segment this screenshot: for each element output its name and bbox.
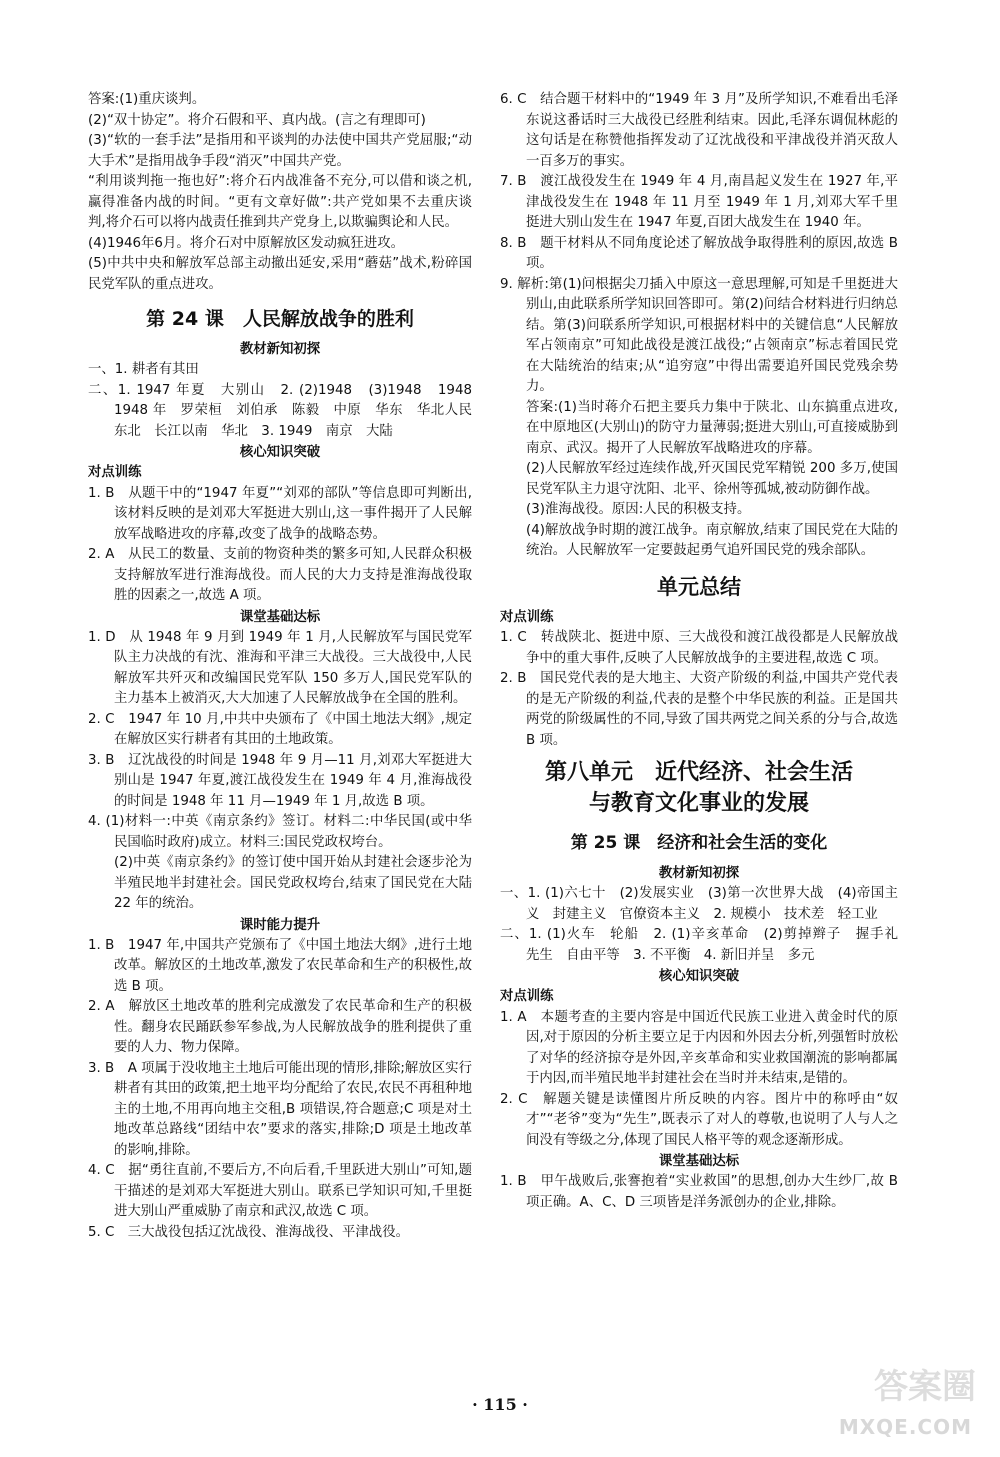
right-column bbox=[500, 90, 912, 1213]
answer-item: (3)淮海战役。原因:人民的积极支持。 bbox=[526, 502, 751, 517]
answer-item: 1. B 从题干中的“1947 年夏”“刘邓的部队”等信息即可判断出,该材料反映的是刘邓大军挺进大别山,这一事件揭开了人民解放军战略进攻的序幕,改变了战争的战略态势。 bbox=[88, 485, 472, 542]
answer-line: (2)“双十协定”。将介石假和平、真内战。(言之有理即可) bbox=[88, 112, 426, 128]
watermark-site: MXQE.COM bbox=[838, 1415, 972, 1439]
answer-item: (4)解放战争时期的渡江战争。南京解放,结束了国民党在大陆的统治。人民解放军一定要鼓起勇气追歼国民党的残余部队。 bbox=[526, 522, 898, 558]
unit-8-title-line2: 与教育文化事业的发展 bbox=[588, 791, 809, 816]
answer-item: 8. B 题干材料从不同角度论述了解放战争取得胜利的原因,故选 B 项。 bbox=[500, 235, 898, 271]
answer-item: 9. 解析:第(1)问根据尖刀插入中原这一意思理解,可知是千里挺进大别山,由此联系所学知识回答即可。第(2)问结合材料进行归纳总结。第(3)问联系所学知识,可根据材料中的关键信息“人民解放军占领南京”可知此战役是渡江战役;“占领南京”标志着国民党在大陆统治的结束;从“追穷寇”中得出需要追歼国民党残余势力。 bbox=[500, 276, 898, 394]
answer-line: 二、1. 1947 年夏 大别山 2. (2)1948 (3)1948 1948 1948 年 罗荣桓 刘伯承 陈毅 中原 华东 华北人民 东北 长江以南 华北 3. 1949 南京 大陆 bbox=[88, 382, 486, 439]
subsection-heading: 对点训练 bbox=[500, 609, 554, 625]
answer-item: 1. B 1947 年,中国共产党颁布了《中国土地法大纲》,进行土地改革。解放区的土地改革,激发了农民革命和生产的积极性,故选 B 项。 bbox=[88, 937, 472, 994]
answer-item: 2. A 解放区土地改革的胜利完成激发了农民革命和生产的积极性。翻身农民踊跃参军参战,为人民解放战争的胜利提供了重要的人力、物力保障。 bbox=[88, 999, 472, 1055]
answer-item: (2)人民解放军经过连续作战,歼灭国民党军精锐 200 多万,使国民党军队主力退守沈阳、北平、徐州等孤城,被动防御作战。 bbox=[526, 461, 898, 497]
unit-8-title-line1: 第八单元 近代经济、社会生活 bbox=[544, 760, 853, 785]
page-number: · 115 · bbox=[472, 1395, 528, 1414]
answer-item: 2. C 解题关键是读懂图片所反映的内容。图片中的称呼由“奴才”“老爷”变为“先生”,既表示了对人的尊敬,也说明了人与人之间没有等级之分,体现了国民人格平等的观念逐渐形成。 bbox=[500, 1091, 898, 1148]
answer-item: 4. C 据“勇往直前,不要后方,不向后看,千里跃进大别山”可知,题干描述的是刘邓大军挺进大别山。联系已学知识可知,千里挺进大别山严重威胁了南京和武汉,故选 C 项。 bbox=[88, 1163, 472, 1219]
section-heading: 核心知识突破 bbox=[239, 445, 321, 460]
answer-item: 2. A 从民工的数量、支前的物资种类的繁多可知,人民群众积极支持解放军进行淮海战役。而人民的大力支持是淮海战役取胜的因素之一,故选 A 项。 bbox=[88, 547, 472, 603]
answer-line: 一、1. 耕者有其田 bbox=[88, 362, 199, 377]
subsection-heading: 对点训练 bbox=[88, 465, 142, 480]
answer-item: 1. D 从 1948 年 9 月到 1949 年 1 月,人民解放军与国民党军队主力决战的有沈、淮海和平津三大战役。三大战役中,人民解放军共歼灭和改编国民党军队 150 多万人,国民党军队的主力基本上被消灭,大大加速了人民解放战争在全国的胜利。 bbox=[88, 629, 472, 706]
section-heading: 教材新知初探 bbox=[239, 342, 321, 357]
answer-item: 1. B 甲午战败后,张謇抱着“实业救国”的思想,创办大生纱厂,故 B 项正确。A、C、D 三项皆是洋务派创办的企业,排除。 bbox=[500, 1174, 898, 1210]
answer-item: 答案:(1)当时蒋介石把主要兵力集中于陕北、山东搞重点进攻,在中原地区(大别山)的防守力量薄弱;挺进大别山,可直接威胁到南京、武汉。揭开了人民解放军战略进攻的序幕。 bbox=[526, 399, 898, 456]
left-column bbox=[88, 90, 486, 1243]
answer-item: 2. C 1947 年 10 月,中共中央颁布了《中国土地法大纲》,规定在解放区实行耕者有其田的土地政策。 bbox=[88, 711, 472, 747]
answer-item: 4. (1)材料一:中英《南京条约》签订。材料二:中华民国(或中华民国临时政府)成立。材料三:国民党政权垮台。 bbox=[88, 814, 472, 850]
answer-item: 3. B 辽沈战役的时间是 1948 年 9 月—11 月,刘邓大军挺进大别山是 1947 年夏,渡江战役发生在 1949 年 4 月,淮海战役的时间是 1948 年 11 月—1949 年 1 月,故选 B 项。 bbox=[88, 752, 472, 809]
answer-line: 二、1. (1)火车 轮船 2. (1)辛亥革命 (2)剪掉辫子 握手礼 先生 自由平等 3. 不平衡 4. 新旧并呈 多元 bbox=[500, 927, 912, 963]
answer-line: 答案:(1)重庆谈判。 bbox=[88, 92, 206, 107]
watermark bbox=[800, 1359, 980, 1439]
section-heading: 教材新知初探 bbox=[658, 866, 740, 881]
answer-item: 7. B 渡江战役发生在 1949 年 4 月,南昌起义发生在 1927 年,平津战役发生在 1948 年 11 月至 1949 年 1 月,刘邓大军千里挺进大别山发生在 1947 年夏,百团大战发生在 1940 年。 bbox=[500, 174, 898, 230]
lesson-25-title: 第 25 课 经济和社会生活的变化 bbox=[570, 833, 828, 853]
unit-summary-title: 单元总结 bbox=[657, 574, 741, 599]
answer-item: 3. B A 项属于没收地主土地后可能出现的情形,排除;解放区实行耕者有其田的政策,把土地平均分配给了农民,农民不再租种地主的土地,不用再向地主交租,B 项错误,符合题意;C 项是对土地改革总路线“团结中农”要求的落实,排除;D 项是土地改革的影响,排除。 bbox=[88, 1060, 472, 1158]
answer-item: 1. C 转战陕北、挺进中原、三大战役和渡江战役都是人民解放战争中的重大事件,反映了人民解放战争的主要进程,故选 C 项。 bbox=[500, 630, 898, 666]
answer-item: 6. C 结合题干材料中的“1949 年 3 月”及所学知识,不难看出毛泽东说这番话时三大战役已经胜利结束。因此,毛泽东调侃林彪的这句话是在称赞他指挥发动了辽沈战役和平津战役并消灭敌人一百多万的事实。 bbox=[500, 92, 898, 169]
unit-8-title bbox=[500, 757, 898, 819]
section-heading: 课堂基础达标 bbox=[239, 609, 321, 625]
section-heading: 课堂基础达标 bbox=[658, 1154, 740, 1169]
lesson-24-title: 第 24 课 人民解放战争的胜利 bbox=[146, 308, 414, 330]
section-heading: 核心知识突破 bbox=[658, 969, 740, 984]
answer-item: 5. C 三大战役包括辽沈战役、淮海战役、平津战役。 bbox=[88, 1224, 409, 1240]
watermark-logo: 答案圈 bbox=[874, 1367, 976, 1407]
answer-item: (2)中英《南京条约》的签订使中国开始从封建社会逐步沦为半殖民地半封建社会。国民党政权垮台,结束了国民党在大陆 22 年的统治。 bbox=[114, 855, 472, 911]
answer-line: (5)中共中央和解放军总部主动撤出延安,采用“蘑菇”战术,粉碎国民党军队的重点进攻。 bbox=[88, 256, 472, 292]
answer-line: (3)“软的一套手法”是指用和平谈判的办法使中国共产党屈服;“动大手术”是指用战争手段“消灭”中国共产党。 bbox=[88, 133, 472, 169]
answer-line: 一、1. (1)六七十 (2)发展实业 (3)第一次世界大战 (4)帝国主义 封建主义 官僚资本主义 2. 规模小 技术差 轻工业 bbox=[500, 886, 898, 922]
subsection-heading: 对点训练 bbox=[500, 989, 554, 1004]
answer-line: “利用谈判拖一拖也好”:将介石内战准备不充分,可以借和谈之机,赢得准备内战的时间。“更有文章好做”:共产党如果不去重庆谈判,将介石可以将内战责任推到共产党身上,以欺骗舆论和人民。 bbox=[88, 174, 472, 230]
answer-line: (4)1946年6月。将介石对中原解放区发动疯狂进攻。 bbox=[88, 235, 404, 251]
answer-item: 1. A 本题考查的主要内容是中国近代民族工业进入黄金时代的原因,对于原因的分析主要立足于内因和外因去分析,列强暂时放松了对华的经济掠夺是外因,辛亥革命和实业救国潮流的影响都属于内因,而半殖民地半封建社会在当时并未结束,是错的。 bbox=[500, 1009, 898, 1086]
answer-item: 2. B 国民党代表的是大地主、大资产阶级的利益,中国共产党代表的是无产阶级的利益,代表的是整个中华民族的利益。正是国共两党的阶级属性的不同,导致了国共两党之间关系的分与合,故选 B 项。 bbox=[500, 671, 898, 748]
section-heading: 课时能力提升 bbox=[239, 917, 321, 933]
